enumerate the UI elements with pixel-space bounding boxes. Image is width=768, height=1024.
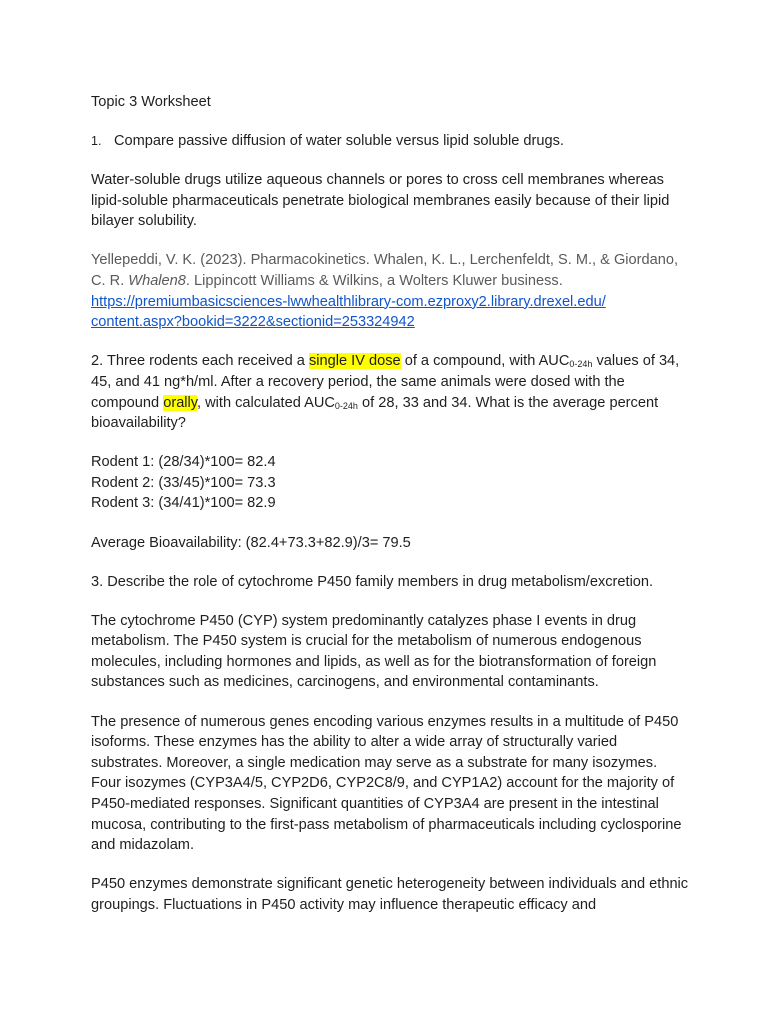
rodent-line: Rodent 3: (34/41)*100= 82.9: [91, 495, 276, 512]
citation-link-line-2: content.aspx?bookid=3222&sectionid=253324942: [91, 314, 415, 331]
highlight-single-iv-dose: single IV dose: [308, 353, 401, 370]
rodent-calculations: [91, 452, 691, 514]
rodent-line: Rodent 2: (33/45)*100= 73.3: [91, 474, 276, 491]
average-bioavailability: Average Bioavailability: (82.4+73.3+82.9)/3= 79.5: [91, 534, 411, 551]
answer-3-paragraph-1: The cytochrome P450 (CYP) system predominantly catalyzes phase I events in drug metabolism. The P450 system is crucial for the metabolism of numerous endogenous molecules, including hormones and lipids, as well as for the biotransformation of foreign substances such as medicines, carcinogens, and environmental contaminants.: [91, 612, 657, 691]
question-2: [91, 351, 691, 433]
question-2-text: of 28, 33 and 34. What is the average percent bioavailability?: [91, 394, 659, 432]
citation-publisher: . Lippincott Williams & Wilkins, a Wolters Kluwer business.: [185, 273, 563, 290]
question-2-text: of a compound, with AUC: [400, 353, 570, 370]
question-2-text: 2. Three rodents each received a: [91, 353, 309, 370]
answer-3-paragraph-3: P450 enzymes demonstrate significant genetic heterogeneity between individuals and ethnic groupings. Fluctuations in P450 activity may influence therapeutic efficacy and: [91, 876, 689, 913]
question-1-text: Compare passive diffusion of water soluble versus lipid soluble drugs.: [114, 133, 564, 150]
auc-subscript: 0-24h: [334, 400, 358, 411]
auc-subscript: 0-24h: [569, 359, 593, 370]
citation-text: Yellepeddi, V. K. (2023). Pharmacokinetics. Whalen, K. L., Lerchenfeldt, S. M., & Giordano, C. R.: [91, 252, 679, 290]
citation-link[interactable]: [91, 294, 606, 331]
answer-1: Water-soluble drugs utilize aqueous channels or pores to cross cell membranes whereas lipid-soluble pharmaceuticals penetrate biological membranes easily because of their lipid bilayer solubility.: [91, 172, 670, 230]
question-2-text: , with calculated AUC: [197, 394, 335, 411]
citation-link-line-1: https://premiumbasicsciences-lwwhealthlibrary-com.ezproxy2.library.drexel.edu/: [91, 293, 606, 310]
reference-citation: [91, 250, 691, 332]
citation-book-title: Whalen8: [128, 273, 186, 290]
document-page: [91, 92, 691, 934]
highlight-orally: orally: [163, 394, 198, 411]
worksheet-title: Topic 3 Worksheet: [91, 94, 211, 110]
question-1: [91, 131, 691, 152]
question-3: 3. Describe the role of cytochrome P450 family members in drug metabolism/excretion.: [91, 573, 654, 590]
rodent-line: Rodent 1: (28/34)*100= 82.4: [91, 454, 276, 471]
question-1-number: 1.: [91, 134, 102, 149]
question-2-text: values of 34, 45, and 41 ng*h/ml. After a recovery period, the same animals were dosed with the compound: [91, 353, 680, 411]
answer-3-paragraph-2: The presence of numerous genes encoding various enzymes results in a multitude of P450 isoforms. These enzymes has the ability to alter a wide array of structurally varied substrates. Moreover, a single medication may serve as a substrate for many isozymes. Four isozymes (CYP3A4/5, CYP2D6, CYP2C8/9, and CYP1A2) account for the majority of P450-mediated responses. Significant quantities of CYP3A4 are present in the intestinal mucosa, contributing to the first-pass metabolism of pharmaceuticals including cyclosporine and midazolam.: [91, 713, 682, 854]
